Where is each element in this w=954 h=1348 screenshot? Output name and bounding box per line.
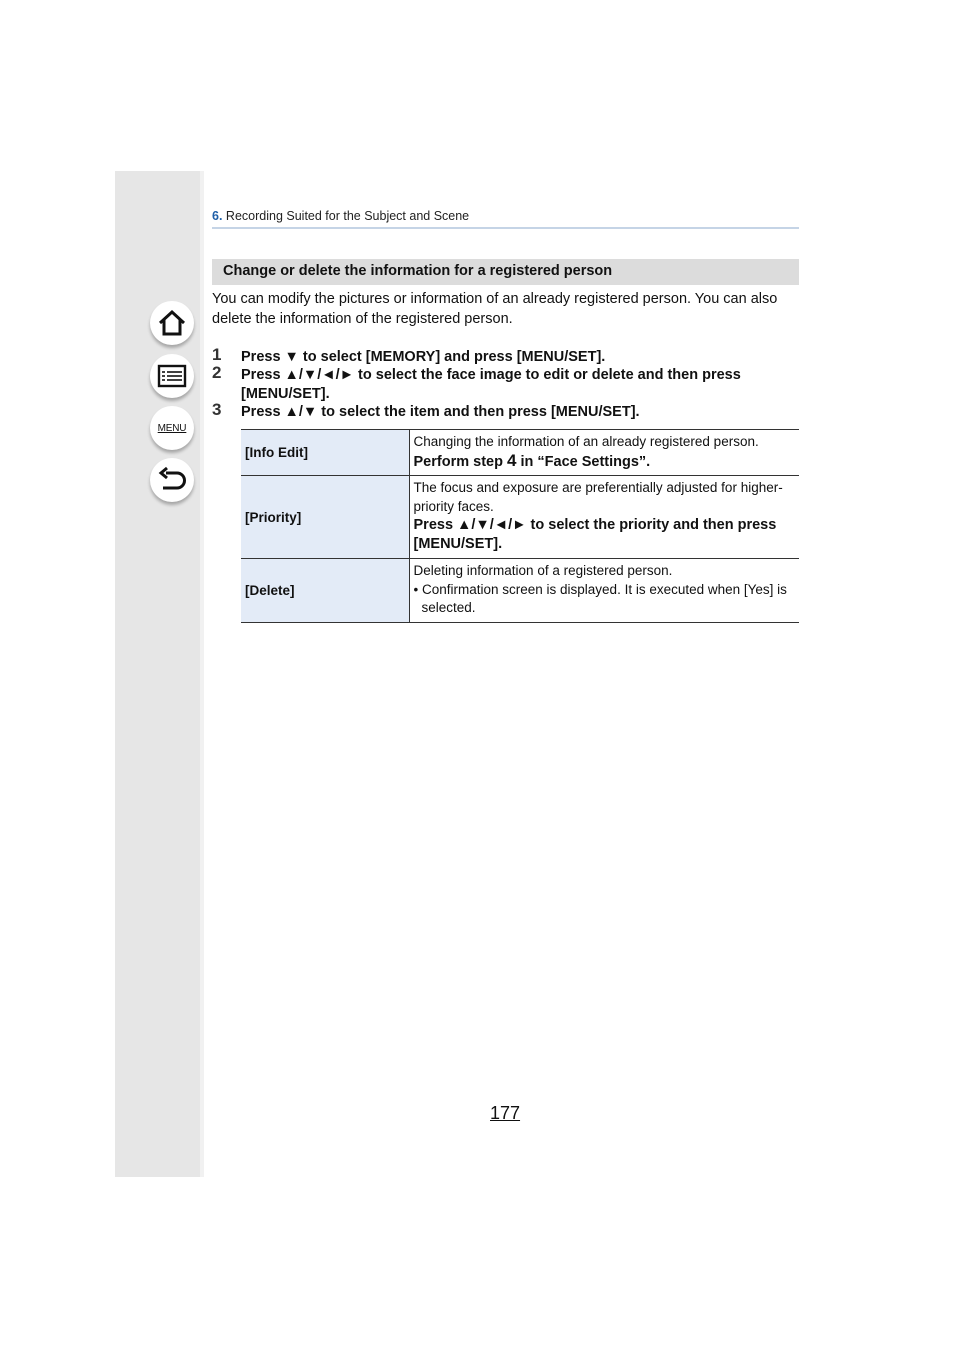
option-name: [Delete] (241, 559, 409, 623)
page-number: 177 (490, 1103, 521, 1123)
instruction-post: in “Face Settings”. (516, 453, 651, 470)
table-row (241, 430, 799, 476)
step-text: Press ▼ to select [MEMORY] and press [MENU/SET]. (241, 349, 606, 365)
step-number: 3 (212, 400, 222, 419)
table-row (241, 476, 799, 559)
step-text: Press ▲/▼/◄/► to select the face image to edit or delete and then press [MENU/SET]. (241, 367, 741, 402)
header-rule (212, 227, 799, 229)
step-3 (212, 400, 802, 422)
option-instruction (414, 452, 796, 472)
step-2 (212, 363, 802, 403)
table-row (241, 559, 799, 623)
step-1 (212, 345, 802, 367)
option-name: [Priority] (241, 476, 409, 559)
home-button[interactable] (150, 301, 194, 345)
option-name: [Info Edit] (241, 430, 409, 476)
menu-button[interactable] (150, 406, 194, 450)
option-description (409, 476, 799, 559)
chapter-title: Recording Suited for the Subject and Scene (225, 209, 470, 223)
option-description (409, 559, 799, 623)
breadcrumb (212, 209, 469, 223)
option-desc-text: The focus and exposure are preferentially adjusted for higher-priority faces. (413, 480, 783, 514)
section-heading: Change or delete the information for a registered person (212, 259, 799, 285)
option-desc-text: Changing the information of an already registered person. (413, 434, 759, 449)
options-table (241, 429, 799, 623)
step-number: 2 (212, 363, 222, 382)
step-text: Press ▲/▼ to select the item and then press [MENU/SET]. (241, 404, 640, 420)
back-button[interactable] (150, 458, 194, 502)
option-instruction: Press ▲/▼/◄/► to select the priority and then press [MENU/SET]. (413, 517, 777, 552)
home-icon (157, 309, 187, 337)
intro-paragraph: You can modify the pictures or information of an already registered person. You can also delete the information of the registered person. (212, 291, 778, 327)
contents-list-icon (157, 364, 187, 388)
option-desc-text: Deleting information of a registered person. (413, 563, 673, 578)
sidebar-edge (200, 171, 204, 1177)
menu-icon: MENU (157, 422, 187, 434)
instruction-pre: Perform step (413, 453, 507, 470)
chapter-number: 6. (212, 209, 223, 223)
option-description (409, 430, 799, 476)
back-icon (157, 466, 187, 494)
option-note: • Confirmation screen is displayed. It is executed when [Yes] is selected. (413, 581, 787, 615)
step-number: 1 (212, 345, 222, 364)
contents-button[interactable] (150, 354, 194, 398)
instruction-step-number: 4 (506, 450, 517, 470)
